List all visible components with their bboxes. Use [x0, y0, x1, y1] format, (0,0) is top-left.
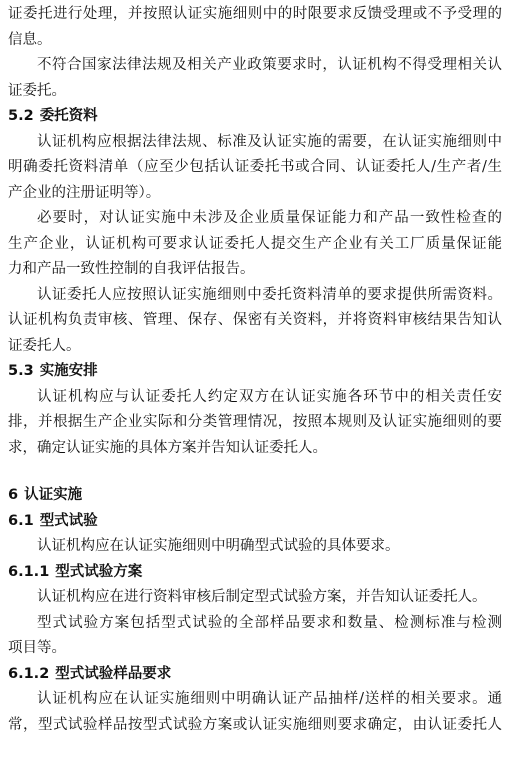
- paragraph-line: 力和产品一致性控制的自我评估报告。: [8, 261, 255, 277]
- paragraph-line: 必要时，对认证实施中未涉及企业质量保证能力和产品一致性检查的: [37, 210, 502, 226]
- paragraph-line: 项目等。: [8, 640, 66, 656]
- paragraph-line: 信息。: [8, 31, 52, 48]
- paragraph-line: 生产企业，认证机构可要求认证委托人提交生产企业有关工厂质量保证能: [8, 235, 502, 252]
- section-title: 认证实施: [24, 487, 83, 503]
- section-number: 5.2: [8, 108, 34, 124]
- paragraph-line: 认证机构应在认证实施细则中明确认证产品抽样/送样的相关要求。通: [37, 691, 502, 707]
- section-number: 6.1.1: [8, 563, 50, 580]
- paragraph-line: 认证委托人应按照认证实施细则中委托资料清单的要求提供所需资料。: [37, 286, 502, 303]
- section-number: 6.1: [8, 512, 34, 529]
- paragraph-line: 产企业的注册证明等）。: [8, 184, 161, 201]
- paragraph-line: 求，确定认证实施的具体方案并告知认证委托人。: [8, 439, 327, 456]
- paragraph-line: 不符合国家法律法规及相关产业政策要求时，认证机构不得受理相关认: [37, 57, 502, 73]
- section-heading-6-1: [8, 509, 502, 535]
- section-heading-5-3: [8, 359, 502, 385]
- section-title: 型式试验方案: [55, 563, 143, 580]
- paragraph-line: 常，型式试验样品按型式试验方案或认证实施细则要求确定，由认证委托人: [8, 716, 502, 733]
- section-title: 型式试验样品要求: [55, 665, 172, 682]
- paragraph-line: 型式试验方案包括型式试验的全部样品要求和数量、检测标准与检测: [37, 614, 502, 631]
- section-title: 型式试验: [39, 512, 98, 529]
- section-heading-6-1-1: [8, 560, 502, 586]
- section-heading-6: [8, 483, 502, 509]
- paragraph-line: 证委托。: [8, 82, 66, 99]
- section-heading-6-1-2: [8, 662, 502, 688]
- paragraph-line: 证委托进行处理，并按照认证实施细则中的时限要求反馈受理或不予受理的: [8, 6, 502, 22]
- section-title: 委托资料: [39, 108, 98, 124]
- paragraph-line: 排，并根据生产企业实际和分类管理情况，按照本规则及认证实施细则的要: [8, 414, 502, 430]
- paragraph-line: 认证机构负责审核、管理、保存、保密有关资料，并将资料审核结果告知认: [8, 312, 502, 328]
- paragraph-line: 认证机构应根据法律法规、标准及认证实施的需要，在认证实施细则中: [37, 133, 502, 150]
- section-number: 5.3: [8, 363, 34, 379]
- paragraph-line: 认证机构应在进行资料审核后制定型式试验方案，并告知认证委托人。: [37, 589, 487, 605]
- paragraph-line: 证委托人。: [8, 337, 81, 354]
- paragraph-line: 认证机构应在认证实施细则中明确型式试验的具体要求。: [37, 538, 400, 554]
- section-spacer: [8, 461, 502, 483]
- section-number: 6.1.2: [8, 665, 50, 682]
- paragraph-line: 认证机构应与认证委托人约定双方在认证实施各环节中的相关责任安: [37, 388, 502, 405]
- section-number: 6: [8, 487, 19, 503]
- section-title: 实施安排: [39, 363, 98, 379]
- section-heading-5-2: [8, 104, 502, 130]
- paragraph-line: 明确委托资料清单（应至少包括认证委托书或合同、认证委托人/生产者/生: [8, 159, 502, 175]
